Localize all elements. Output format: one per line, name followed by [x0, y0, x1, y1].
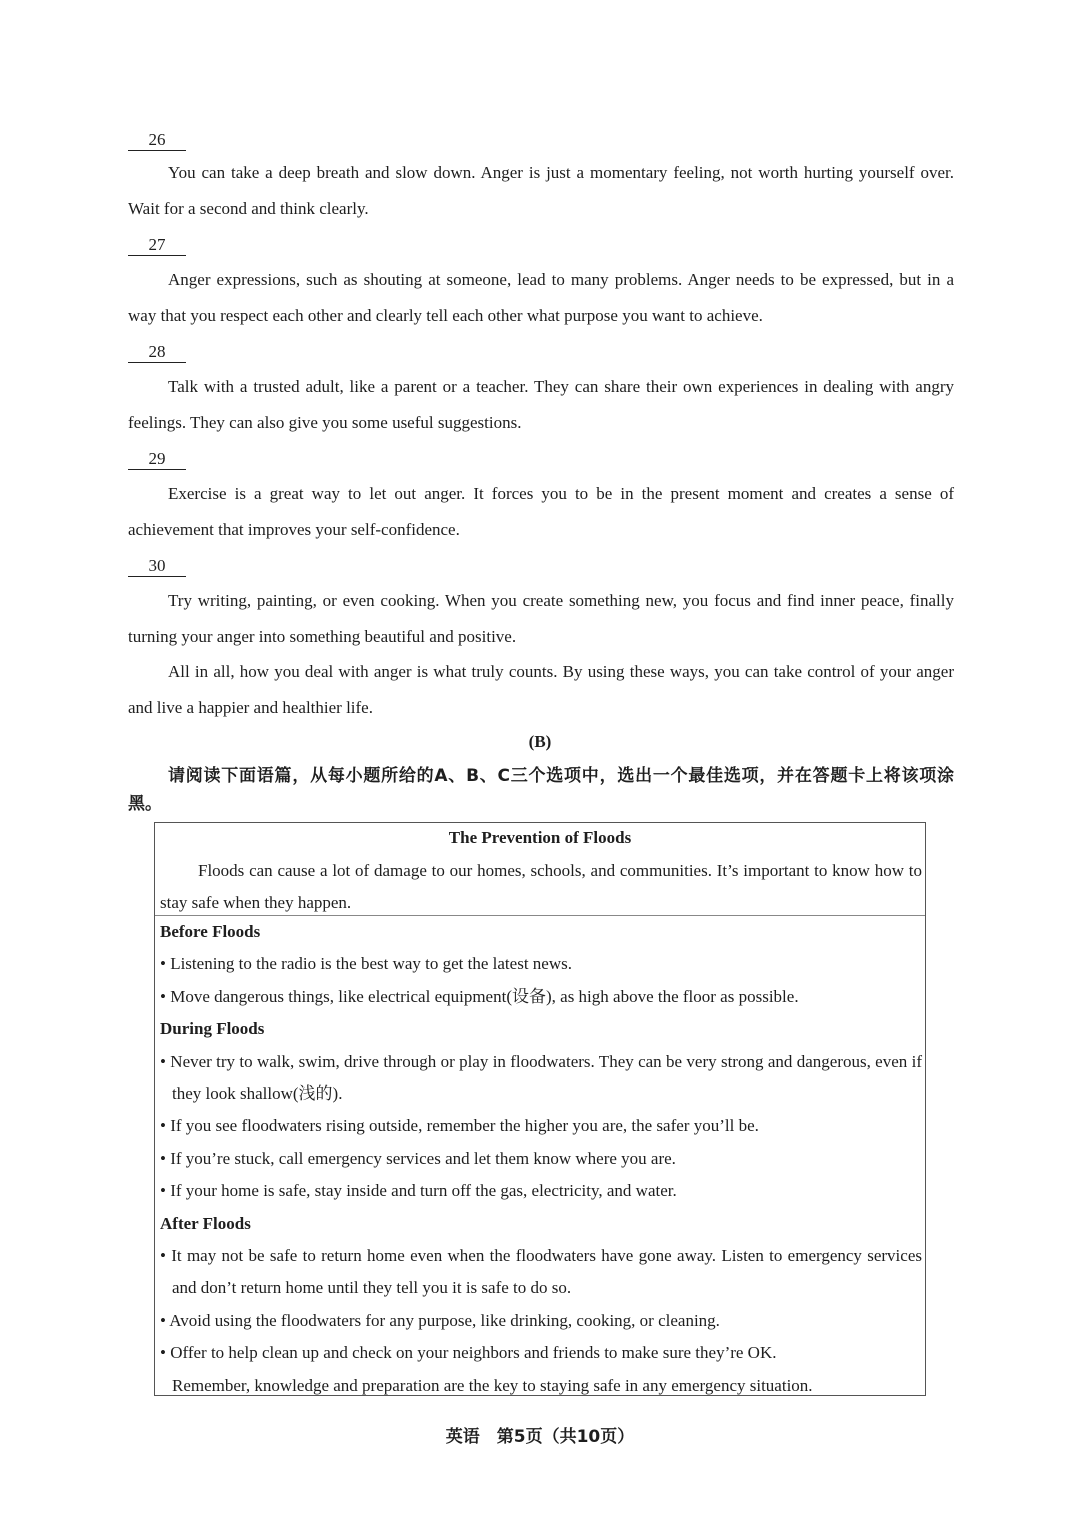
blank-number-29: 29: [128, 449, 186, 470]
box-title: The Prevention of Floods: [448, 828, 632, 847]
list-item: • Avoid using the floodwaters for any purpose, like drinking, cooking, or cleaning.: [160, 1310, 720, 1330]
paragraph-26: You can take a deep breath and slow down. Anger is just a momentary feeling, not worth hurting yourself over. Wait for a second and think clearly.: [128, 163, 954, 218]
list-item: • If your home is safe, stay inside and turn off the gas, electricity, and water.: [160, 1181, 677, 1201]
list-item: • Never try to walk, swim, drive through or play in floodwaters. They can be very strong and dangerous, even if they look shallow(浅的).: [160, 1051, 922, 1104]
list-item: • If you see floodwaters rising outside, remember the higher you are, the safer you’ll be.: [160, 1116, 759, 1136]
after-floods-heading: After Floods: [160, 1213, 251, 1233]
during-floods-heading: During Floods: [160, 1019, 265, 1039]
box-intro-text: Floods can cause a lot of damage to our homes, schools, and communities. It’s important to know how to stay safe when they happen.: [160, 861, 922, 912]
list-item: • It may not be safe to return home even when the floodwaters have gone away. Listen to emergency services and don’t return home until they tell you it is safe to do so.: [160, 1246, 922, 1298]
list-item: • Offer to help clean up and check on your neighbors and friends to make sure they’re OK.: [160, 1343, 777, 1363]
paragraph-29: Exercise is a great way to let out anger. It forces you to be in the present moment and creates a sense of achievement that improves your self-confidence.: [128, 484, 954, 539]
paragraph-27: Anger expressions, such as shouting at someone, lead to many problems. Anger needs to be expressed, but in a way that you respect each other and clearly tell each other what purpose you want to achieve.: [128, 270, 954, 325]
blank-number-26: 26: [128, 130, 186, 151]
list-item: • If you’re stuck, call emergency services and let them know where you are.: [160, 1148, 676, 1168]
paragraph-28: Talk with a trusted adult, like a parent or a teacher. They can share their own experiences in dealing with angry feelings. They can also give you some useful suggestions.: [128, 377, 954, 432]
blank-number-27: 27: [128, 235, 186, 256]
floods-passage-box: [154, 822, 926, 1396]
conclusion-paragraph: All in all, how you deal with anger is what truly counts. By using these ways, you can take control of your anger and live a happier and healthier life.: [128, 662, 954, 717]
section-b-label: (B): [528, 732, 552, 751]
section-b-instruction: 请阅读下面语篇，从每小题所给的A、B、C三个选项中，选出一个最佳选项，并在答题卡上将该项涂黑。: [128, 766, 954, 814]
blank-number-30: 30: [128, 556, 186, 577]
blank-number-28: 28: [128, 342, 186, 363]
list-item: • Listening to the radio is the best way to get the latest news.: [160, 954, 572, 974]
list-item: • Move dangerous things, like electrical equipment(设备), as high above the floor as possible.: [160, 986, 799, 1006]
box-body: [160, 916, 922, 1402]
closing-remark: Remember, knowledge and preparation are the key to staying safe in any emergency situation.: [172, 1375, 813, 1395]
before-floods-heading: Before Floods: [160, 922, 261, 941]
page-footer: 英语 第5页（共10页）: [445, 1427, 635, 1447]
box-intro-area: [155, 823, 925, 916]
paragraph-30: Try writing, painting, or even cooking. When you create something new, you focus and find inner peace, finally turning your anger into something beautiful and positive.: [128, 591, 954, 646]
